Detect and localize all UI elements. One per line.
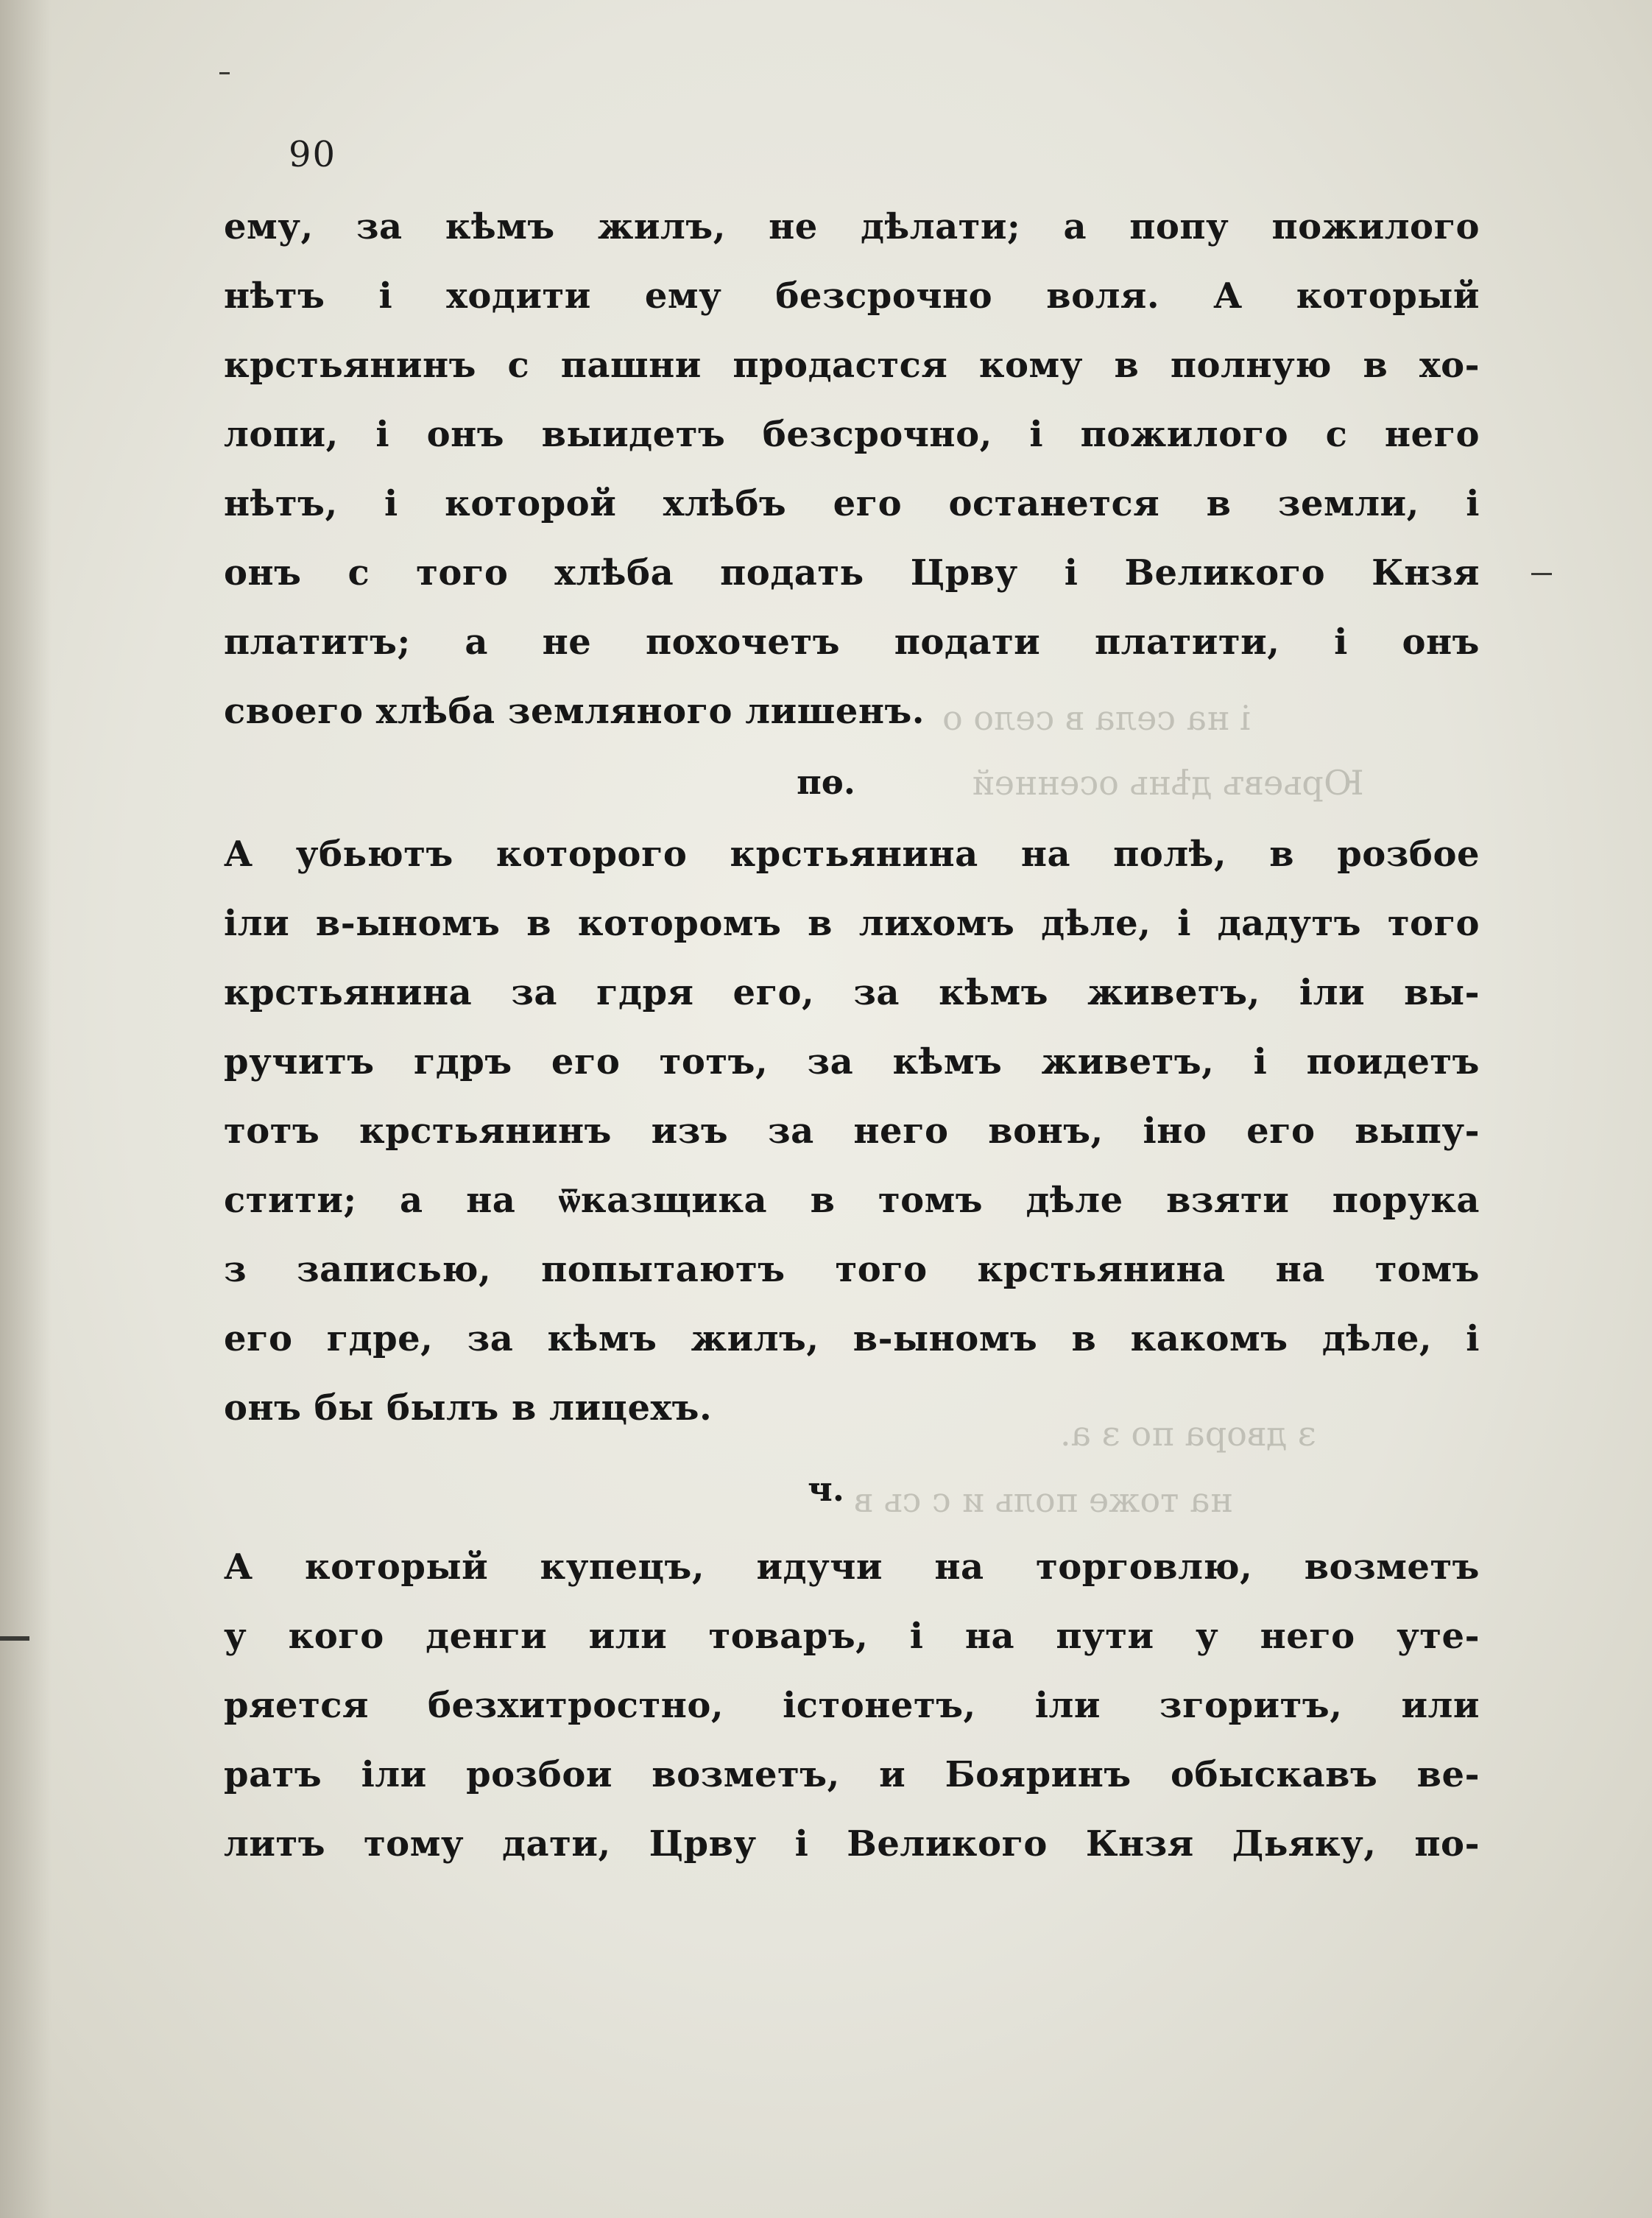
text-line: стити; а на ѿказщика в томъ дѣле взяти порука (224, 1180, 1480, 1221)
text-line: з записью, попытаютъ того крстьянина на томъ (224, 1249, 1480, 1290)
text-line: А который купецъ, идучи на торговлю, возметъ (224, 1546, 1480, 1588)
text-line: іли в-ыномъ в которомъ в лихомъ дѣле, і дадутъ того (224, 903, 1480, 944)
text-line: ему, за кѣмъ жилъ, не дѣлати; а попу пожилого (224, 206, 1480, 247)
text-line: нѣтъ і ходити ему безсрочно воля. А который (224, 275, 1480, 317)
text-line: онъ с того хлѣба подать Црву і Великого Кнзя (224, 552, 1480, 594)
text-line: крстьянинъ с пашни продастся кому в полную в хо- (224, 345, 1480, 386)
text-line: ручитъ гдръ его тотъ, за кѣмъ живетъ, і поидетъ (224, 1041, 1480, 1082)
text-line: ратъ іли розбои возметъ, и Бояринъ обыскавъ ве- (224, 1754, 1480, 1795)
text-line: онъ бы былъ в лицехъ. (224, 1387, 713, 1429)
margin-mark (219, 72, 230, 74)
text-line: ряется безхитростно, істонетъ, іли згоритъ, или (224, 1685, 1480, 1726)
article-heading: ч. (808, 1469, 844, 1509)
margin-mark (1531, 573, 1552, 575)
bleed-through-text: з двора по з а. (1060, 1414, 1316, 1454)
article-heading: пѳ. (797, 762, 855, 802)
text-line: тотъ крстьянинъ изъ за него вонъ, іно его выпу- (224, 1110, 1480, 1152)
text-line: нѣтъ, і которой хлѣбъ его останется в земли, і (224, 483, 1480, 524)
page-number: 90 (289, 134, 337, 175)
bleed-through-text: і на села в село о (942, 698, 1252, 738)
bleed-through-text: на тоже поль и с сь в (854, 1480, 1233, 1520)
text-line: крстьянина за гдря его, за кѣмъ живетъ, іли вы- (224, 972, 1480, 1013)
text-line: своего хлѣба земляного лишенъ. (224, 691, 925, 732)
bleed-through-text: Юрьевъ дѣнь осенней (972, 763, 1364, 803)
page-edge-shadow (0, 0, 52, 2218)
text-line: литъ тому дати, Црву і Великого Кнзя Дьяку, по- (224, 1823, 1480, 1865)
margin-mark (0, 1636, 29, 1641)
text-line: лопи, і онъ выидетъ безсрочно, і пожилого с него (224, 414, 1480, 455)
text-line: у кого денги или товаръ, і на пути у него утe- (224, 1616, 1480, 1657)
text-line: А убьютъ которого крстьянина на полѣ, в розбое (224, 834, 1480, 875)
text-line: платитъ; а не похочетъ подати платити, і онъ (224, 622, 1480, 663)
text-line: его гдре, за кѣмъ жилъ, в-ыномъ в какомъ дѣле, і (224, 1318, 1480, 1359)
